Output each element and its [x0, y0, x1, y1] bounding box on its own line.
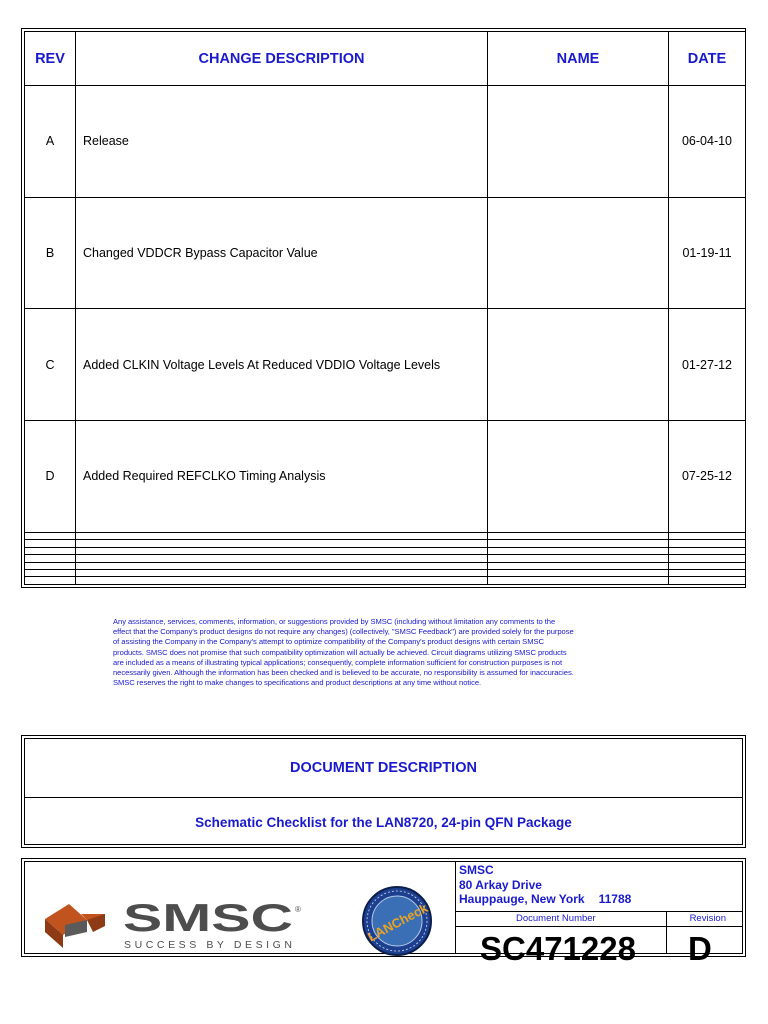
cell-rev — [25, 570, 76, 577]
table-row — [25, 547, 746, 554]
cell-rev — [25, 577, 76, 585]
cell-rev: D — [25, 421, 76, 533]
document-description-box — [21, 735, 746, 848]
document-number: SC471228 — [480, 930, 636, 967]
header-date: DATE — [669, 32, 746, 86]
table-header-row — [25, 32, 746, 86]
title-block-labels — [456, 911, 742, 927]
smsc-logo — [43, 898, 313, 957]
cell-description: Release — [76, 86, 488, 198]
company-zip: 11788 — [598, 892, 632, 906]
lancheck-badge-graphic — [361, 885, 433, 957]
cell-description — [76, 570, 488, 577]
cell-date — [669, 562, 746, 569]
cell-rev: B — [25, 197, 76, 309]
table-row — [25, 577, 746, 585]
title-block-info — [455, 862, 742, 967]
cell-name — [488, 309, 669, 421]
company-name: SMSC — [459, 863, 494, 877]
cell-rev — [25, 532, 76, 539]
header-change-description: CHANGE DESCRIPTION — [76, 32, 488, 86]
cell-description — [76, 577, 488, 585]
disclaimer-line: SMSC reserves the right to make changes to specifications and product descriptions at any time without notice. — [113, 678, 482, 688]
cell-description: Added CLKIN Voltage Levels At Reduced VDDIO Voltage Levels — [76, 309, 488, 421]
table-row — [25, 540, 746, 547]
cell-rev: A — [25, 86, 76, 198]
cell-rev: C — [25, 309, 76, 421]
company-city: Hauppauge, New York — [459, 892, 585, 906]
table-row — [25, 555, 746, 562]
cell-date: 07-25-12 — [669, 421, 746, 533]
revision-label: Revision — [689, 913, 726, 924]
smsc-tagline: SUCCESS BY DESIGN — [124, 939, 292, 951]
table-row — [25, 309, 746, 421]
cell-name — [488, 197, 669, 309]
cell-date — [669, 540, 746, 547]
revision-divider — [666, 911, 667, 953]
disclaimer-text — [113, 617, 658, 688]
cell-date: 06-04-10 — [669, 86, 746, 198]
cell-description: Added Required REFCLKO Timing Analysis — [76, 421, 488, 533]
title-block — [21, 858, 746, 967]
cell-name — [488, 570, 669, 577]
company-address — [459, 863, 631, 907]
header-name: NAME — [488, 32, 669, 86]
cell-description — [76, 540, 488, 547]
header-rev: REV — [25, 32, 76, 86]
cell-rev — [25, 562, 76, 569]
cell-name — [488, 555, 669, 562]
cell-name — [488, 577, 669, 585]
disclaimer-line: of assisting the Company in the Company's attempt to optimize compatibility of the Company's product designs with certain SMSC — [113, 637, 544, 647]
disclaimer-line: Any assistance, services, comments, information, or suggestions provided by SMSC (including without limitation any comments to the — [113, 617, 556, 626]
smsc-logo-graphic — [43, 898, 313, 952]
disclaimer-line: necessarily given. Although the information has been checked and is believed to be accurate, no responsibility is assumed for inaccuracies. — [113, 668, 574, 678]
document-description-title: DOCUMENT DESCRIPTION — [25, 739, 742, 798]
company-city-line — [459, 892, 631, 907]
cell-name — [488, 547, 669, 554]
cell-date — [669, 547, 746, 554]
cell-date — [669, 532, 746, 539]
disclaimer-line: are included as a means of illustrating typical applications; consequently, complete information sufficient for construction purposes is not — [113, 657, 563, 667]
title-block-inner — [24, 861, 743, 967]
table-row — [25, 86, 746, 198]
disclaimer-line: products. SMSC does not promise that such compatibility optimization will actually be achieved. Circuit diagrams utilizing SMSC products — [113, 647, 567, 657]
cell-rev — [25, 547, 76, 554]
lancheck-badge-icon — [361, 885, 433, 962]
document-revision: D — [688, 930, 712, 967]
company-street: 80 Arkay Drive — [459, 877, 542, 892]
table-row — [25, 421, 746, 533]
cell-description — [76, 555, 488, 562]
cell-name — [488, 421, 669, 533]
cell-rev — [25, 555, 76, 562]
table-row — [25, 197, 746, 309]
cell-rev — [25, 540, 76, 547]
table-row — [25, 532, 746, 539]
cell-name — [488, 540, 669, 547]
table-row — [25, 570, 746, 577]
cell-date: 01-19-11 — [669, 197, 746, 309]
smsc-wordmark: SMSC — [123, 898, 293, 940]
cell-date — [669, 570, 746, 577]
cell-description — [76, 532, 488, 539]
cell-name — [488, 86, 669, 198]
registered-mark: ® — [295, 905, 301, 914]
document-description-text: Schematic Checklist for the LAN8720, 24-pin QFN Package — [195, 814, 572, 830]
lancheck-badge-text: LANCheck — [365, 900, 431, 945]
cell-description — [76, 547, 488, 554]
document-description-inner — [24, 738, 743, 845]
cell-name — [488, 562, 669, 569]
cell-description: Changed VDDCR Bypass Capacitor Value — [76, 197, 488, 309]
revision-history-table-frame — [21, 28, 746, 588]
table-row — [25, 562, 746, 569]
smsc-mark-icon — [45, 904, 105, 948]
cell-date — [669, 555, 746, 562]
document-number-label: Document Number — [516, 913, 596, 924]
cell-description — [76, 562, 488, 569]
cell-date: 01-27-12 — [669, 309, 746, 421]
cell-date — [669, 577, 746, 585]
cell-name — [488, 532, 669, 539]
revision-history-table — [24, 31, 746, 585]
disclaimer-line: effect that the Company's product designs do not require any changes) (collectively, "SMSC Feedback") are provided solely for the purpose — [113, 627, 574, 637]
